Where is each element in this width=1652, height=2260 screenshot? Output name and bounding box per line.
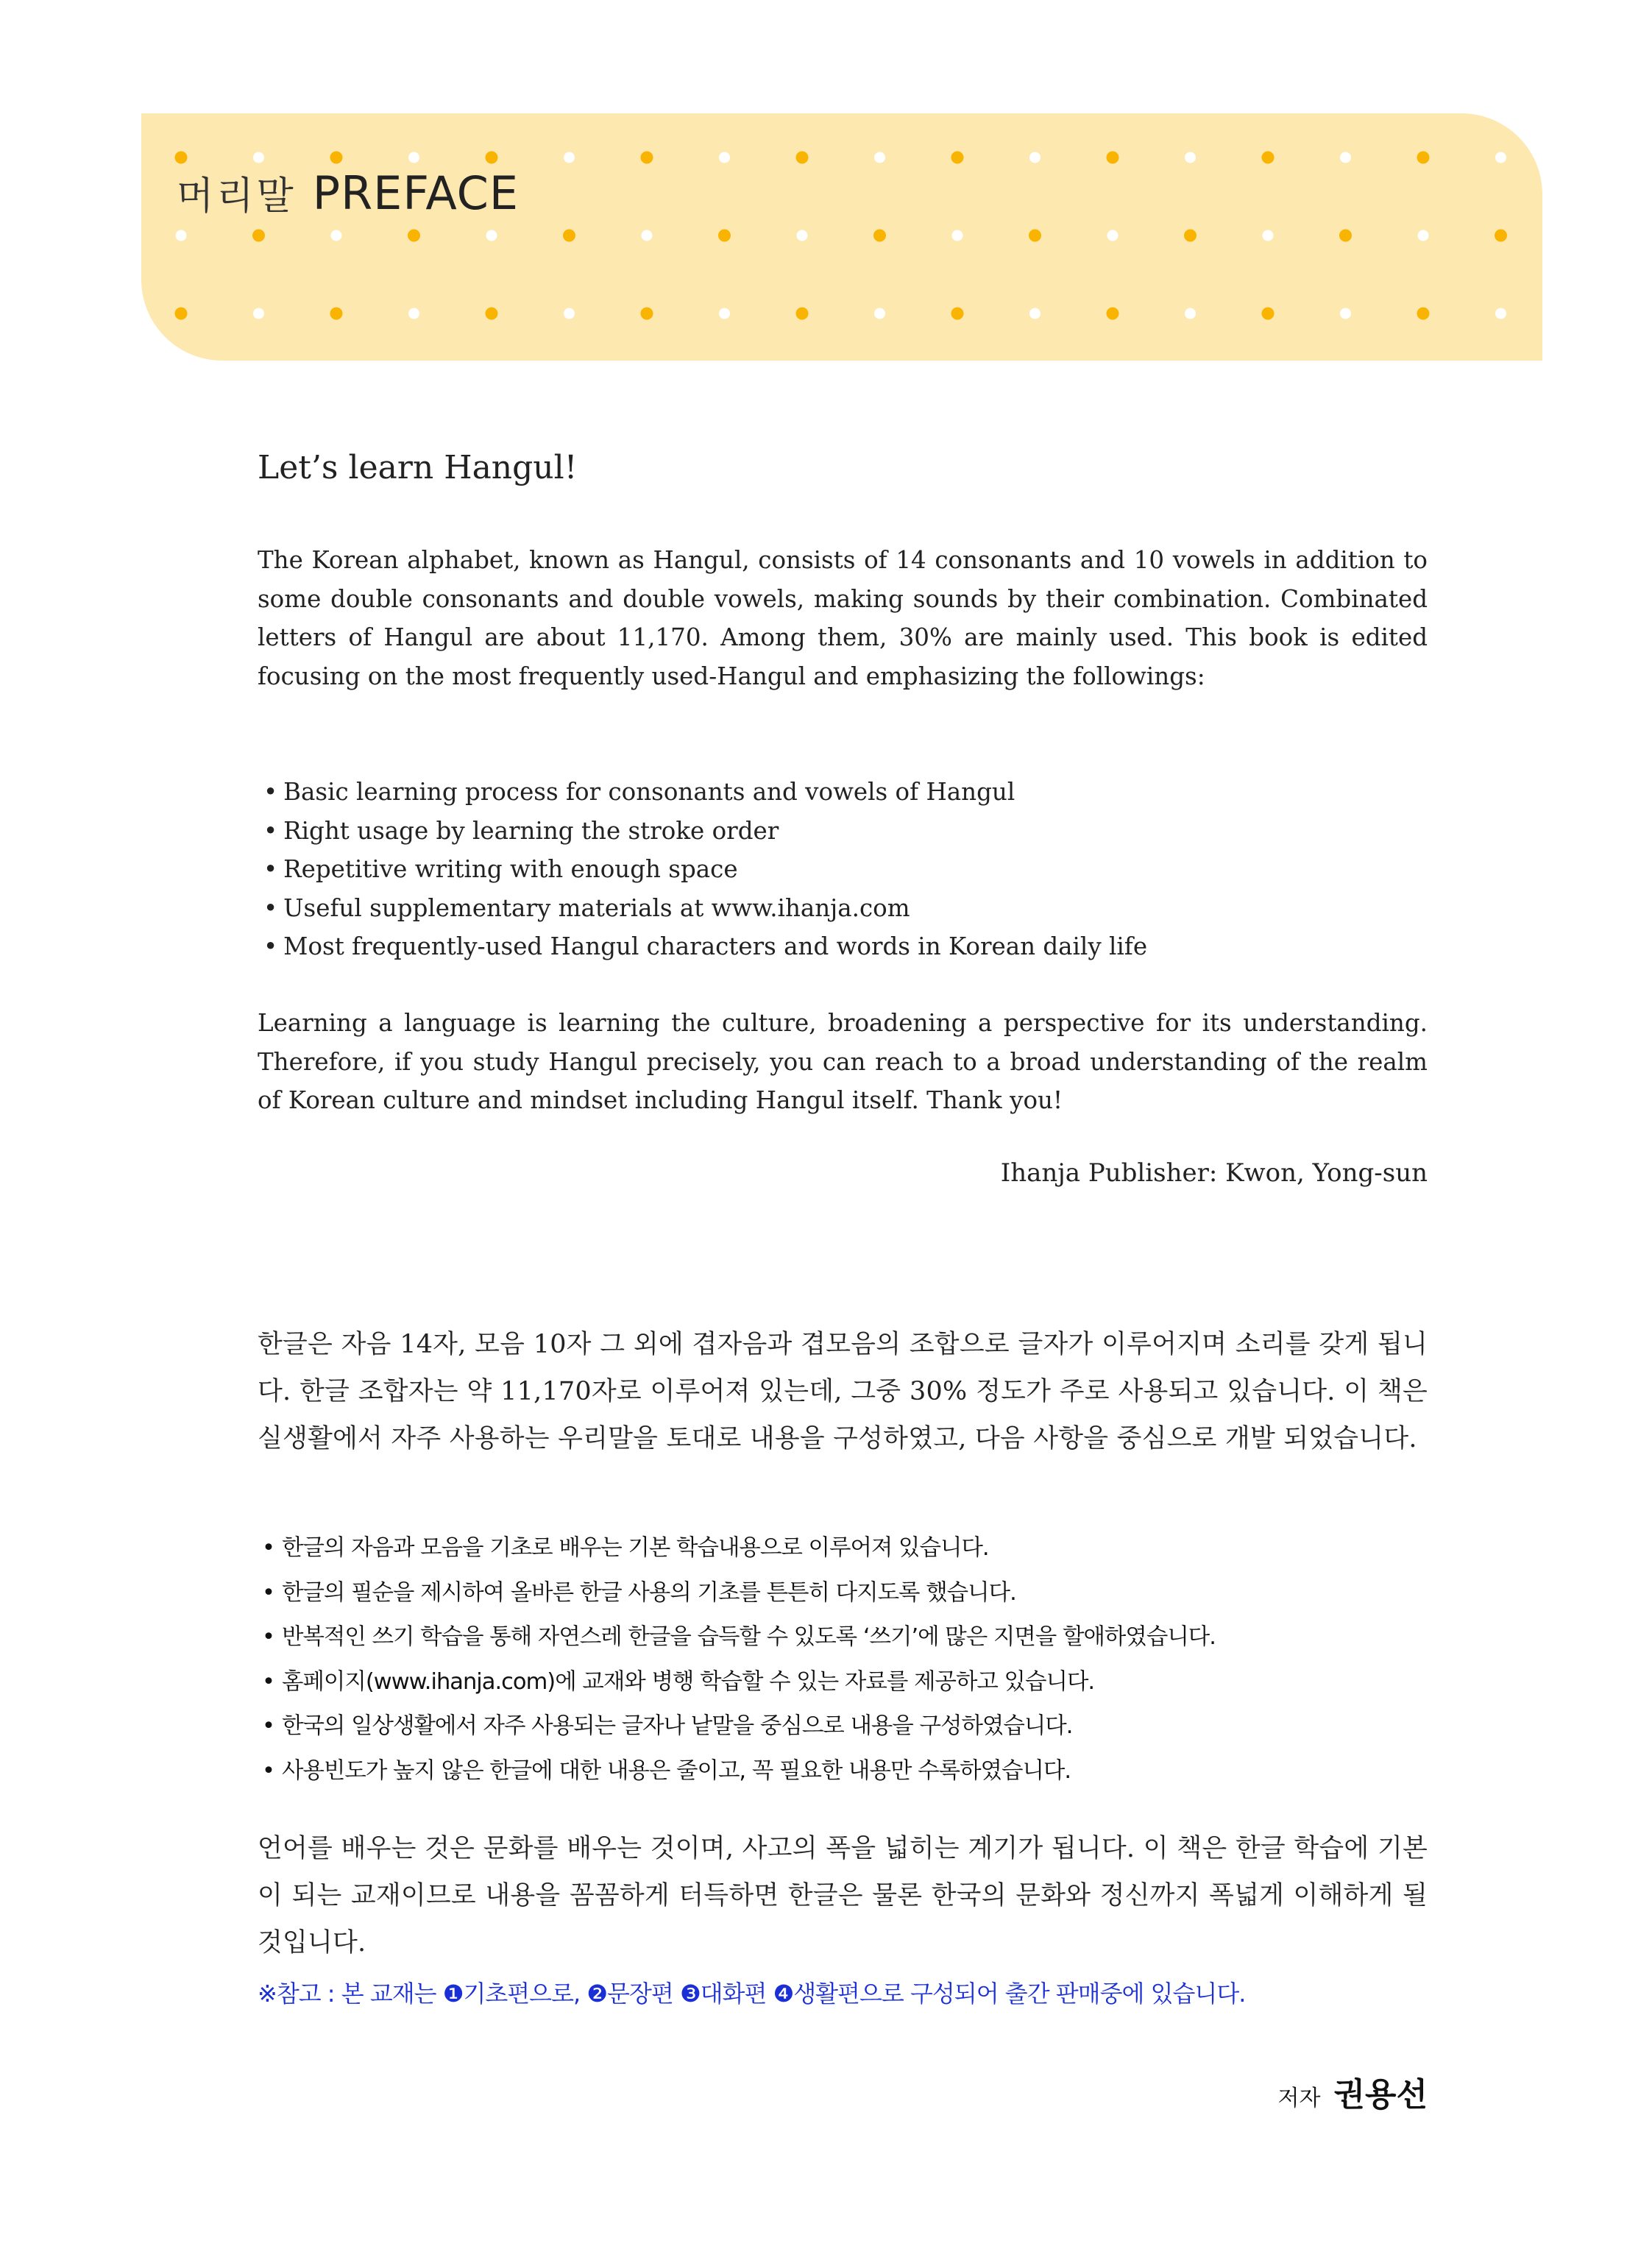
korean-signature xyxy=(258,2068,1428,2115)
orange-dot xyxy=(1107,308,1119,320)
white-dot xyxy=(253,308,264,319)
korean-reference-note: ※참고 : 본 교재는 ❶기초편으로, ❷문장편 ❸대화편 ❹생활편으로 구성되어 출간 판매중에 있습니다. xyxy=(258,1980,1246,2008)
author-role-label: 저자 xyxy=(1277,2086,1321,2111)
white-dot xyxy=(1495,152,1506,163)
white-dot xyxy=(331,230,342,241)
english-closing-paragraph: Learning a language is learning the culture, broadening a perspective for its understanding. Therefore, if you study Hangul precisely, you can reach to a broad understanding of the realm of Korean culture and mindset including Hangul itself. Thank you! xyxy=(258,1009,1428,1114)
white-dot xyxy=(1107,230,1119,241)
white-dot xyxy=(874,152,885,163)
orange-dot xyxy=(1262,308,1275,320)
page-title-korean: 머리말 xyxy=(177,174,297,219)
white-dot xyxy=(1340,308,1351,319)
white-dot xyxy=(952,230,963,241)
orange-dot xyxy=(796,308,809,320)
white-dot xyxy=(1185,152,1196,163)
english-bullet-item: • Most frequently-used Hangul characters and words in Korean daily life xyxy=(258,927,1428,966)
white-dot xyxy=(1185,308,1196,319)
page-title-english: PREFACE xyxy=(312,166,520,220)
white-dot xyxy=(253,152,264,163)
english-signature: Ihanja Publisher: Kwon, Yong-sun xyxy=(1000,1158,1428,1188)
orange-dot xyxy=(330,308,343,320)
header-banner xyxy=(141,113,1542,361)
white-dot xyxy=(1418,230,1429,241)
white-dot xyxy=(797,230,808,241)
orange-dot xyxy=(641,152,653,164)
white-dot xyxy=(1495,308,1506,319)
english-bullet-item: • Basic learning process for consonants and vowels of Hangul xyxy=(258,773,1428,812)
white-dot xyxy=(564,152,575,163)
orange-dot xyxy=(718,230,731,242)
white-dot xyxy=(719,308,730,319)
white-dot xyxy=(408,308,419,319)
orange-dot xyxy=(951,152,964,164)
white-dot xyxy=(1263,230,1274,241)
english-bullet-list xyxy=(258,773,1428,966)
orange-dot xyxy=(175,308,188,320)
orange-dot xyxy=(1339,230,1352,242)
korean-bullet-item: • 한글의 필순을 제시하여 올바른 한글 사용의 기초를 튼튼히 다지도록 했습니다. xyxy=(258,1571,1428,1616)
white-dot xyxy=(1029,308,1041,319)
white-dot xyxy=(176,230,187,241)
korean-closing-paragraph: 언어를 배우는 것은 문화를 배우는 것이며, 사고의 폭을 넓히는 계기가 됩니다. 이 책은 한글 학습에 기본이 되는 교재이므로 내용을 꼼꼼하게 터득하면 한글은 물론 한국의 문화와 정신까지 폭넓게 이해하게 될 것입니다. xyxy=(258,1834,1428,1958)
white-dot xyxy=(564,308,575,319)
korean-bullet-item: • 한국의 일상생활에서 자주 사용되는 글자나 낱말을 중심으로 내용을 구성하였습니다. xyxy=(258,1704,1428,1749)
orange-dot xyxy=(641,308,653,320)
dot-pattern xyxy=(141,113,1542,361)
english-intro-paragraph: The Korean alphabet, known as Hangul, consists of 14 consonants and 10 vowels in addition to some double consonants and double vowels, making sounds by their combination. Combinated letters of Hangul are about 11,170. Among them, 30% are mainly used. This book is edited focusing on the most frequently used-Hangul and emphasizing the followings: xyxy=(258,546,1428,690)
white-dot xyxy=(1340,152,1351,163)
white-dot xyxy=(408,152,419,163)
orange-dot xyxy=(1184,230,1197,242)
orange-dot xyxy=(796,152,809,164)
english-bullet-item: • Right usage by learning the stroke order xyxy=(258,812,1428,851)
korean-bullet-list xyxy=(258,1526,1428,1793)
korean-bullet-item: • 홈페이지(www.ihanja.com)에 교재와 병행 학습할 수 있는 자료를 제공하고 있습니다. xyxy=(258,1660,1428,1705)
english-heading: Let’s learn Hangul! xyxy=(258,449,578,486)
korean-bullet-item: • 한글의 자음과 모음을 기초로 배우는 기본 학습내용으로 이루어져 있습니다. xyxy=(258,1526,1428,1571)
white-dot xyxy=(642,230,653,241)
english-bullet-item: • Repetitive writing with enough space xyxy=(258,850,1428,889)
orange-dot xyxy=(252,230,265,242)
orange-dot xyxy=(486,152,498,164)
white-dot xyxy=(486,230,497,241)
korean-bullet-item: • 반복적인 쓰기 학습을 통해 자연스레 한글을 습득할 수 있도록 ‘쓰기’에 많은 지면을 할애하였습니다. xyxy=(258,1615,1428,1660)
white-dot xyxy=(874,308,885,319)
orange-dot xyxy=(951,308,964,320)
orange-dot xyxy=(408,230,420,242)
white-dot xyxy=(719,152,730,163)
orange-dot xyxy=(1417,152,1430,164)
orange-dot xyxy=(486,308,498,320)
korean-bullet-item: • 사용빈도가 높지 않은 한글에 대한 내용은 줄이고, 꼭 필요한 내용만 수록하였습니다. xyxy=(258,1749,1428,1794)
english-bullet-item: • Useful supplementary materials at www.ihanja.com xyxy=(258,889,1428,928)
orange-dot xyxy=(873,230,886,242)
author-name: 권용선 xyxy=(1333,2076,1428,2114)
orange-dot xyxy=(175,152,188,164)
orange-dot xyxy=(1495,230,1507,242)
page-title xyxy=(177,165,519,220)
orange-dot xyxy=(1417,308,1430,320)
korean-intro-paragraph: 한글은 자음 14자, 모음 10자 그 외에 겹자음과 겹모음의 조합으로 글자가 이루어지며 소리를 갖게 됩니다. 한글 조합자는 약 11,170자로 이루어져 있는데, 그중 30% 정도가 주로 사용되고 있습니다. 이 책은 실생활에서 자주 사용하는 우리말을 토대로 내용을 구성하였고, 다음 사항을 중심으로 개발 되었습니다. xyxy=(258,1330,1428,1453)
orange-dot xyxy=(1107,152,1119,164)
orange-dot xyxy=(1029,230,1041,242)
white-dot xyxy=(1029,152,1041,163)
orange-dot xyxy=(330,152,343,164)
orange-dot xyxy=(1262,152,1275,164)
orange-dot xyxy=(563,230,575,242)
